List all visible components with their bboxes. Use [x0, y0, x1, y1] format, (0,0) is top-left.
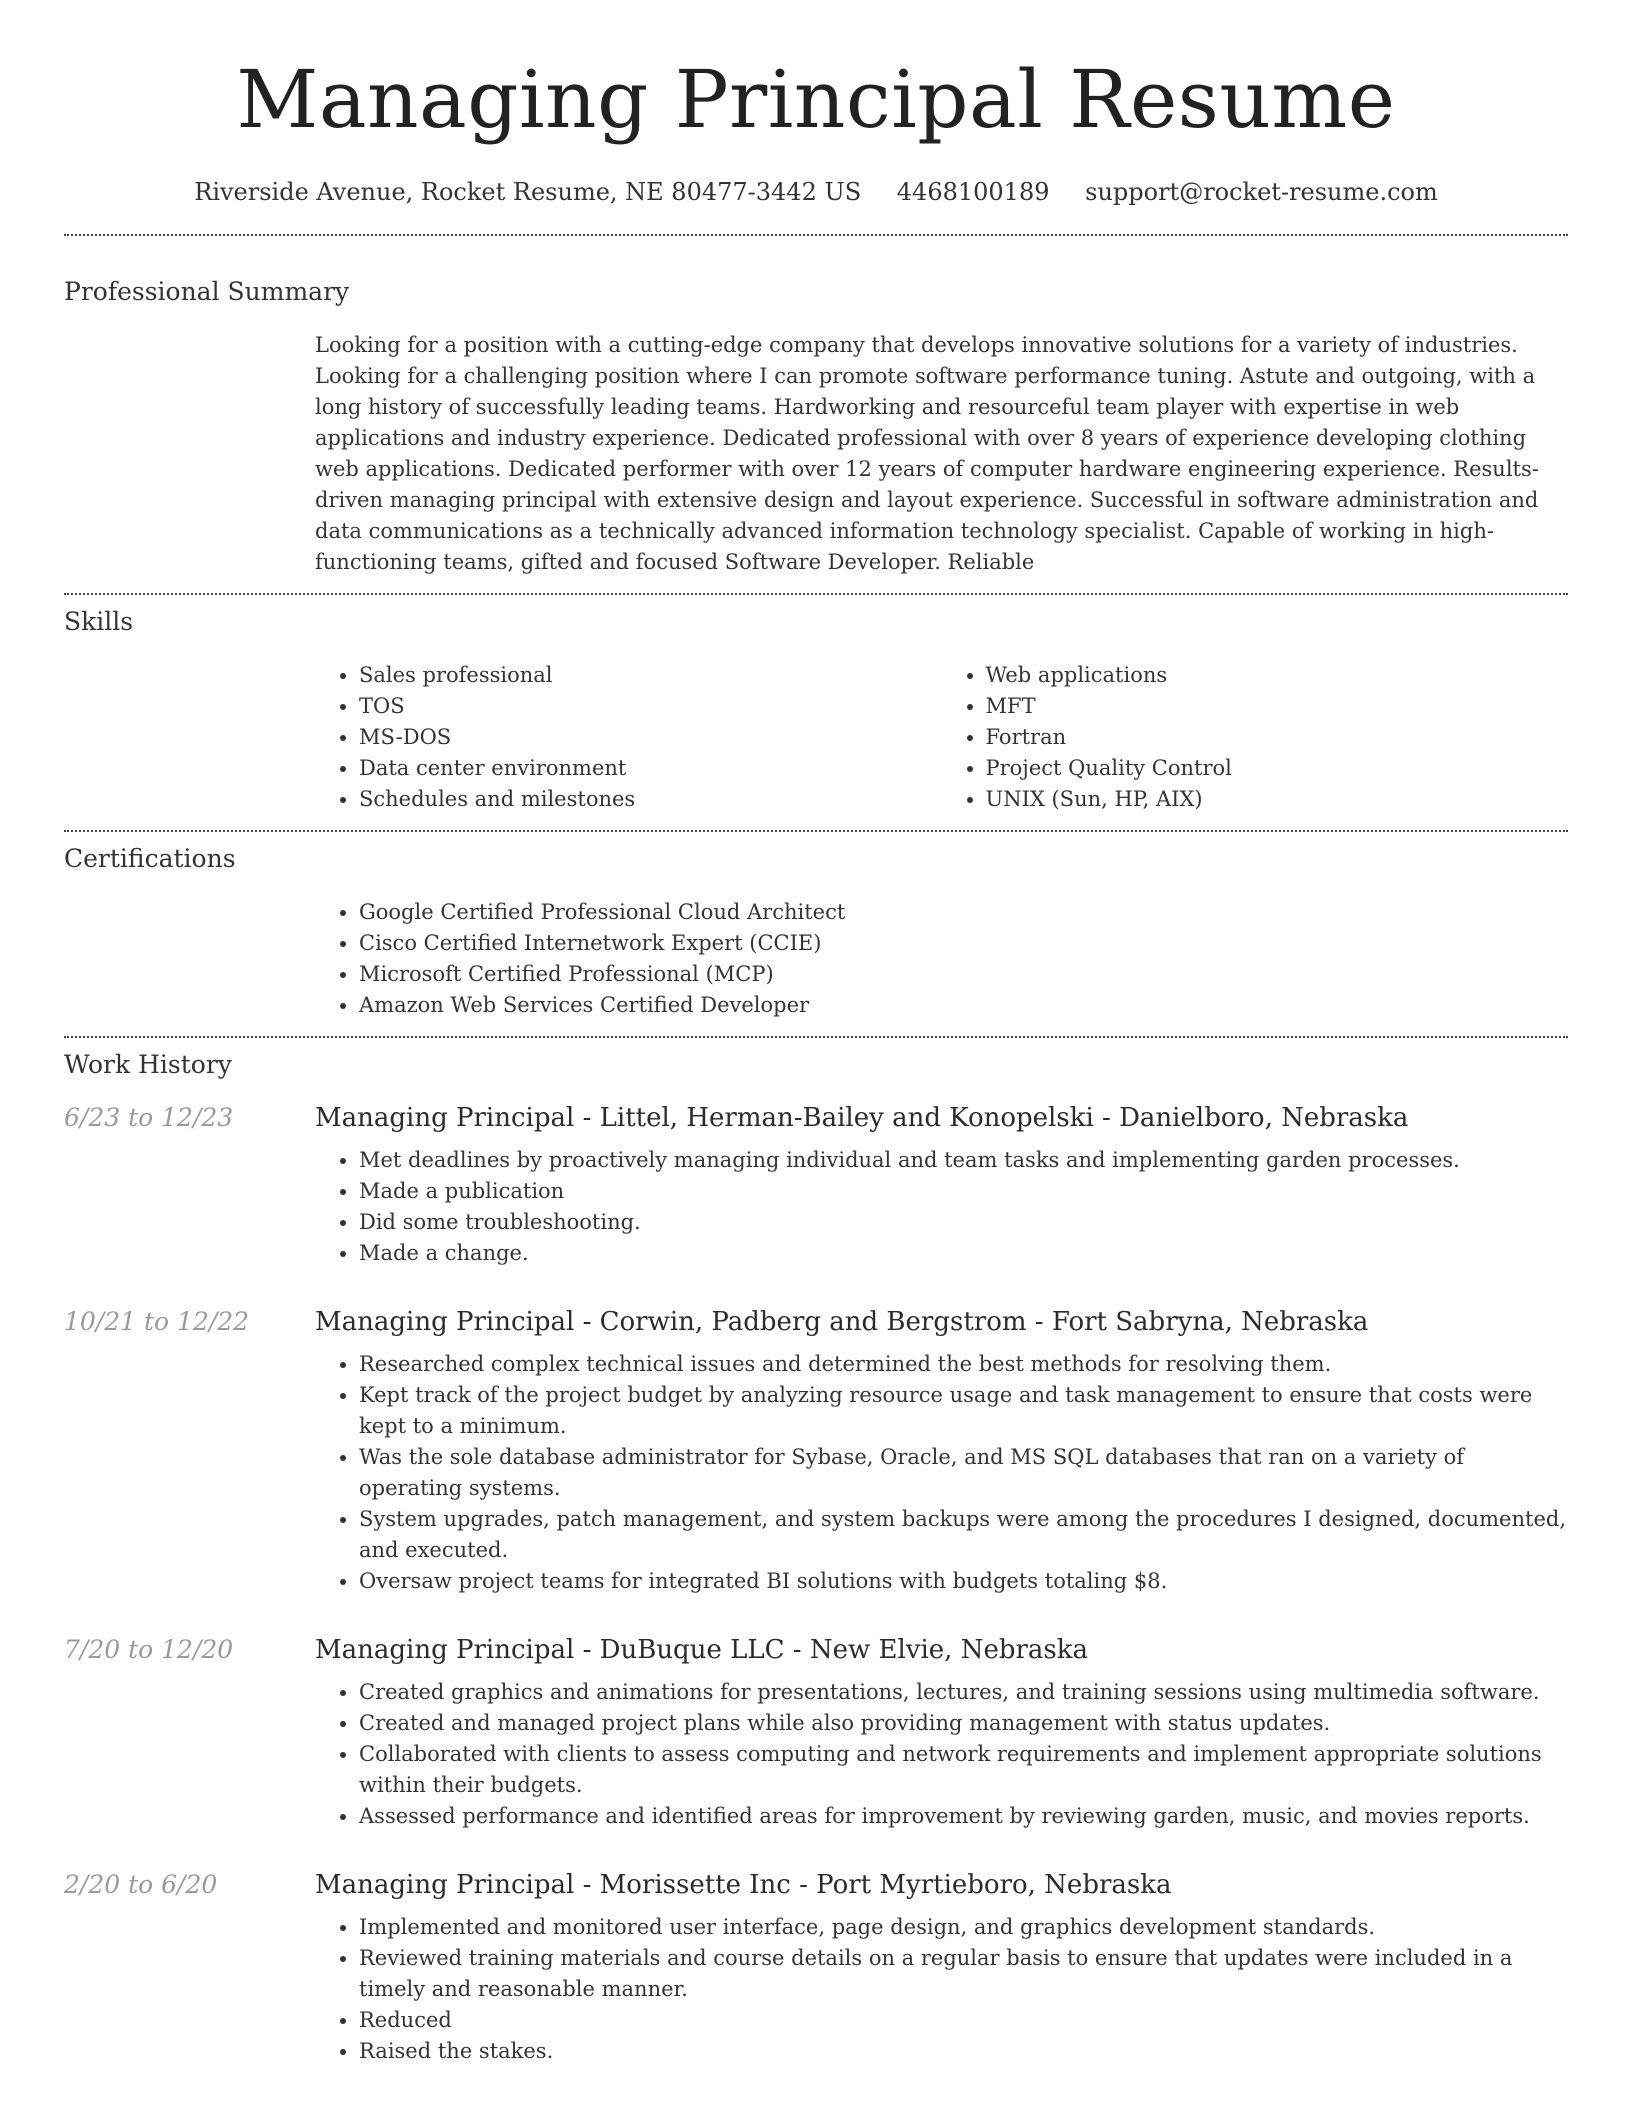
- job-bullet: • Was the sole database administrator for Sybase, Oracle, and MS SQL databases that ran on a variety of operating systems.: [359, 1442, 1568, 1504]
- work-history-heading: Work History: [64, 1050, 232, 1079]
- job-bullets: [315, 1349, 1568, 1597]
- job-entry: [64, 1103, 1568, 1269]
- job-entry: [64, 1307, 1568, 1597]
- job-bullet: • Reduced: [359, 2005, 1568, 2036]
- skill-item: • UNIX (Sun, HP, AIX): [986, 784, 1569, 815]
- job-bullet: • Raised the stakes.: [359, 2036, 1568, 2067]
- job-bullet: • Created graphics and animations for presentations, lectures, and training sessions using multimedia software.: [359, 1677, 1568, 1708]
- job-bullet: • Implemented and monitored user interface, page design, and graphics development standards.: [359, 1912, 1568, 1943]
- job-entry: [64, 1635, 1568, 1832]
- certification-item: • Cisco Certified Internetwork Expert (CCIE): [359, 928, 1568, 959]
- certifications-list: [315, 897, 1568, 1021]
- skill-item: • Project Quality Control: [986, 753, 1569, 784]
- skill-item: • Sales professional: [359, 660, 942, 691]
- job-date: 6/23 to 12/23: [64, 1103, 234, 1132]
- job-entry: [64, 1870, 1568, 2067]
- resume-title: Managing Principal Resume: [236, 53, 1396, 146]
- resume-page: [64, 0, 1568, 2067]
- skill-item: • MS-DOS: [359, 722, 942, 753]
- job-bullets: [315, 1677, 1568, 1832]
- job-bullet: • Made a publication: [359, 1176, 1568, 1207]
- job-bullet: • Created and managed project plans while also providing management with status updates.: [359, 1708, 1568, 1739]
- divider: [64, 830, 1568, 832]
- summary-heading: Professional Summary: [64, 277, 350, 306]
- certification-item: • Amazon Web Services Certified Developer: [359, 990, 1568, 1021]
- job-bullet: • Did some troubleshooting.: [359, 1207, 1568, 1238]
- certification-item: • Microsoft Certified Professional (MCP): [359, 959, 1568, 990]
- skills-section: [64, 606, 1568, 815]
- job-bullet: • Oversaw project teams for integrated BI solutions with budgets totaling $8.: [359, 1566, 1568, 1597]
- job-bullet: • Reviewed training materials and course details on a regular basis to ensure that updates were included in a timely and reasonable manner.: [359, 1943, 1568, 2005]
- skill-item: • Fortran: [986, 722, 1569, 753]
- job-bullet: • Assessed performance and identified areas for improvement by reviewing garden, music, and movies reports.: [359, 1801, 1568, 1832]
- job-title: Managing Principal - Corwin, Padberg and Bergstrom - Fort Sabryna, Nebraska: [315, 1307, 1369, 1337]
- certifications-heading: Certifications: [64, 844, 236, 873]
- job-date: 7/20 to 12/20: [64, 1635, 234, 1664]
- job-date: 10/21 to 12/22: [64, 1307, 250, 1336]
- job-bullet: • Kept track of the project budget by analyzing resource usage and task management to ensure that costs were kept to a minimum.: [359, 1380, 1568, 1442]
- job-bullet: • Met deadlines by proactively managing individual and team tasks and implementing garden processes.: [359, 1145, 1568, 1176]
- job-bullets: [315, 1145, 1568, 1269]
- job-title: Managing Principal - Morissette Inc - Port Myrtieboro, Nebraska: [315, 1870, 1172, 1900]
- certification-item: • Google Certified Professional Cloud Architect: [359, 897, 1568, 928]
- job-title: Managing Principal - DuBuque LLC - New Elvie, Nebraska: [315, 1635, 1089, 1665]
- contact-line: [64, 176, 1568, 208]
- contact-email: support@rocket-resume.com: [1085, 178, 1438, 206]
- skills-list-left: [315, 660, 942, 815]
- work-history-section: [64, 1049, 1568, 2067]
- skills-list-right: [942, 660, 1569, 815]
- job-bullet: • Researched complex technical issues and determined the best methods for resolving them.: [359, 1349, 1568, 1380]
- skill-item: • TOS: [359, 691, 942, 722]
- job-bullets: [315, 1912, 1568, 2067]
- certifications-section: [64, 843, 1568, 1021]
- divider: [64, 1036, 1568, 1038]
- job-bullet: • Made a change.: [359, 1238, 1568, 1269]
- skill-item: • MFT: [986, 691, 1569, 722]
- skill-item: • Schedules and milestones: [359, 784, 942, 815]
- divider: [64, 593, 1568, 595]
- contact-phone: 4468100189: [896, 178, 1050, 206]
- skills-heading: Skills: [64, 607, 134, 636]
- job-title: Managing Principal - Littel, Herman-Bailey and Konopelski - Danielboro, Nebraska: [315, 1103, 1409, 1133]
- job-bullet: • System upgrades, patch management, and system backups were among the procedures I designed, documented, and executed.: [359, 1504, 1568, 1566]
- summary-text: Looking for a position with a cutting-edge company that develops innovative solutions for a variety of industries. Looking for a challenging position where I can promote software performance tuning. Astute and outgoing, with a long history of successfully leading teams. Hardworking and resourceful team player with expertise in web applications and industry experience. Dedicated professional with over 8 years of experience developing clothing web applications. Dedicated performer with over 12 years of computer hardware engineering experience. Results-driven managing principal with extensive design and layout experience. Successful in software administration and data communications as a technically advanced information technology specialist. Capable of working in high-functioning teams, gifted and focused Software Developer. Reliable: [315, 333, 1539, 574]
- contact-address: Riverside Avenue, Rocket Resume, NE 80477-3442 US: [194, 178, 862, 206]
- skill-item: • Web applications: [986, 660, 1569, 691]
- job-bullet: • Collaborated with clients to assess computing and network requirements and implement appropriate solutions within their budgets.: [359, 1739, 1568, 1801]
- skill-item: • Data center environment: [359, 753, 942, 784]
- summary-section: [64, 276, 1568, 578]
- job-date: 2/20 to 6/20: [64, 1870, 218, 1899]
- divider: [64, 234, 1568, 236]
